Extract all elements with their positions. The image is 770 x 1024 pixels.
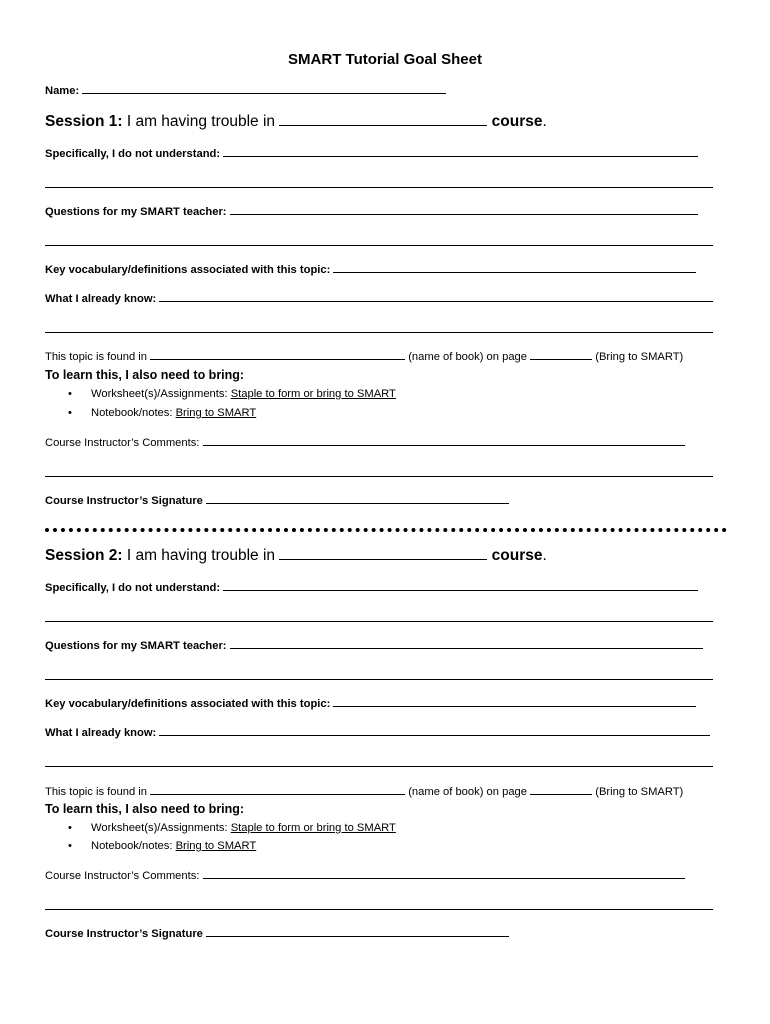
specifically-row — [45, 580, 698, 595]
vocab-field[interactable] — [333, 262, 696, 273]
page-field[interactable] — [530, 349, 592, 360]
vocab-row — [45, 696, 696, 711]
topic-found-row — [45, 349, 683, 364]
questions-row — [45, 638, 703, 653]
vocab-row — [45, 262, 696, 277]
notebook-label: Notebook/notes: — [91, 407, 173, 419]
trouble-text: I am having trouble in — [126, 113, 276, 130]
trouble-text: I am having trouble in — [126, 547, 276, 564]
session-label: Session 1: — [45, 113, 123, 130]
comments-field[interactable] — [203, 435, 685, 446]
book-field[interactable] — [150, 349, 405, 360]
bring-note: (Bring to SMART) — [595, 786, 684, 798]
page-title: SMART Tutorial Goal Sheet — [288, 51, 482, 68]
signature-field[interactable] — [206, 926, 509, 937]
specifically-field[interactable] — [223, 580, 698, 591]
already-know-label: What I already know: — [45, 727, 157, 739]
already-know-line-2[interactable] — [45, 332, 713, 333]
period: . — [542, 547, 547, 564]
bullet-notebook — [91, 839, 256, 853]
already-know-field[interactable] — [159, 291, 713, 302]
specifically-field[interactable] — [223, 146, 698, 157]
worksheets-label: Worksheet(s)/Assignments: — [91, 388, 228, 400]
signature-label: Course Instructor’s Signature — [45, 495, 203, 507]
already-know-label: What I already know: — [45, 293, 157, 305]
notebook-link[interactable]: Bring to SMART — [175, 407, 257, 419]
dotted-divider — [45, 528, 727, 532]
session-label: Session 2: — [45, 547, 123, 564]
comments-line-2[interactable] — [45, 909, 713, 910]
bullet-worksheets — [91, 387, 396, 401]
specifically-line-2[interactable] — [45, 621, 713, 622]
already-know-row — [45, 725, 710, 740]
course-word: course — [491, 113, 543, 130]
to-learn-heading: To learn this, I also need to bring: — [45, 802, 245, 816]
questions-field[interactable] — [230, 638, 703, 649]
bullet-icon: • — [68, 388, 72, 400]
specifically-line-2[interactable] — [45, 187, 713, 188]
bring-note: (Bring to SMART) — [595, 351, 684, 363]
already-know-row — [45, 291, 713, 306]
course-field[interactable] — [279, 112, 487, 126]
session-heading — [45, 112, 547, 131]
comments-label: Course Instructor’s Comments: — [45, 870, 200, 882]
topic-found-label: This topic is found in — [45, 351, 147, 363]
bullet-worksheets — [91, 821, 396, 835]
book-field[interactable] — [150, 784, 405, 795]
already-know-line-2[interactable] — [45, 766, 713, 767]
name-field[interactable] — [82, 83, 446, 94]
worksheets-link[interactable]: Staple to form or bring to SMART — [230, 388, 396, 400]
name-label: Name: — [45, 85, 80, 97]
comments-label: Course Instructor’s Comments: — [45, 437, 200, 449]
worksheets-link[interactable]: Staple to form or bring to SMART — [230, 822, 396, 834]
topic-found-label: This topic is found in — [45, 786, 147, 798]
already-know-field[interactable] — [159, 725, 710, 736]
signature-row — [45, 926, 509, 941]
specifically-label: Specifically, I do not understand: — [45, 582, 221, 594]
vocab-field[interactable] — [333, 696, 696, 707]
comments-line-2[interactable] — [45, 476, 713, 477]
bullet-icon: • — [68, 407, 72, 419]
comments-row — [45, 868, 685, 883]
questions-line-2[interactable] — [45, 679, 713, 680]
vocab-label: Key vocabulary/definitions associated with this topic: — [45, 698, 331, 710]
signature-label: Course Instructor’s Signature — [45, 928, 203, 940]
name-row — [45, 83, 446, 98]
period: . — [542, 113, 547, 130]
notebook-link[interactable]: Bring to SMART — [175, 840, 257, 852]
signature-row — [45, 493, 509, 508]
notebook-label: Notebook/notes: — [91, 840, 173, 852]
vocab-label: Key vocabulary/definitions associated with this topic: — [45, 264, 331, 276]
bullet-icon: • — [68, 822, 72, 834]
name-of-book-label: (name of book) on page — [408, 351, 527, 363]
course-field[interactable] — [279, 546, 487, 560]
questions-label: Questions for my SMART teacher: — [45, 640, 227, 652]
to-learn-heading: To learn this, I also need to bring: — [45, 368, 245, 382]
specifically-row — [45, 146, 698, 161]
name-of-book-label: (name of book) on page — [408, 786, 527, 798]
bullet-icon: • — [68, 840, 72, 852]
questions-label: Questions for my SMART teacher: — [45, 206, 227, 218]
signature-field[interactable] — [206, 493, 509, 504]
questions-row — [45, 204, 698, 219]
comments-field[interactable] — [203, 868, 685, 879]
comments-row — [45, 435, 685, 450]
session-heading — [45, 546, 547, 565]
worksheets-label: Worksheet(s)/Assignments: — [91, 822, 228, 834]
topic-found-row — [45, 784, 683, 799]
questions-line-2[interactable] — [45, 245, 713, 246]
page-field[interactable] — [530, 784, 592, 795]
questions-field[interactable] — [230, 204, 698, 215]
specifically-label: Specifically, I do not understand: — [45, 148, 221, 160]
course-word: course — [491, 547, 543, 564]
bullet-notebook — [91, 406, 256, 420]
